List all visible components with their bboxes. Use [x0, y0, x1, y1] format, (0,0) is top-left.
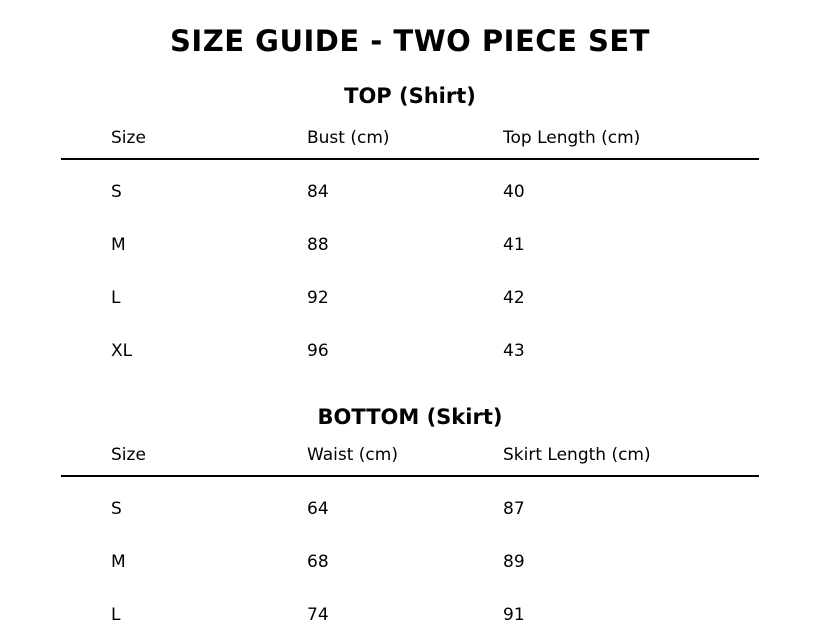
cell-top-length: 40	[503, 182, 525, 202]
cell-size: L	[111, 288, 121, 308]
table-header-row	[61, 437, 759, 476]
cell-size: M	[111, 552, 126, 572]
column-header-size: Size	[61, 437, 307, 476]
section-heading-bottom: BOTTOM (Skirt)	[317, 405, 503, 429]
table-row	[61, 535, 759, 588]
table-row	[61, 218, 759, 271]
cell-bust: 84	[307, 182, 329, 202]
bottom-size-table-wrapper	[0, 437, 820, 641]
cell-top-length: 42	[503, 288, 525, 308]
cell-size: S	[111, 499, 122, 519]
cell-bust: 96	[307, 341, 329, 361]
table-row	[61, 476, 759, 535]
bottom-table-header	[61, 437, 759, 476]
column-header-size: Size	[61, 120, 307, 159]
cell-waist: 68	[307, 552, 329, 572]
table-row	[61, 271, 759, 324]
section-heading-top: TOP (Shirt)	[344, 84, 476, 108]
cell-top-length: 41	[503, 235, 525, 255]
bottom-table-body	[61, 476, 759, 641]
column-header-bust: Bust (cm)	[307, 120, 503, 159]
column-header-skirt-length: Skirt Length (cm)	[503, 437, 759, 476]
table-row	[61, 588, 759, 641]
cell-skirt-length: 87	[503, 499, 525, 519]
top-table-header	[61, 120, 759, 159]
top-table-body	[61, 159, 759, 377]
cell-size: L	[111, 605, 121, 625]
cell-waist: 64	[307, 499, 329, 519]
top-size-table-wrapper	[0, 120, 820, 377]
cell-skirt-length: 89	[503, 552, 525, 572]
page-title: SIZE GUIDE - TWO PIECE SET	[170, 24, 650, 58]
cell-size: M	[111, 235, 126, 255]
table-row	[61, 324, 759, 377]
cell-skirt-length: 91	[503, 605, 525, 625]
cell-bust: 88	[307, 235, 329, 255]
cell-top-length: 43	[503, 341, 525, 361]
column-header-top-length: Top Length (cm)	[503, 120, 759, 159]
top-size-table	[61, 120, 759, 377]
cell-size: XL	[111, 341, 133, 361]
table-row	[61, 159, 759, 218]
table-header-row	[61, 120, 759, 159]
cell-bust: 92	[307, 288, 329, 308]
bottom-size-table	[61, 437, 759, 641]
column-header-waist: Waist (cm)	[307, 437, 503, 476]
cell-waist: 74	[307, 605, 329, 625]
cell-size: S	[111, 182, 122, 202]
